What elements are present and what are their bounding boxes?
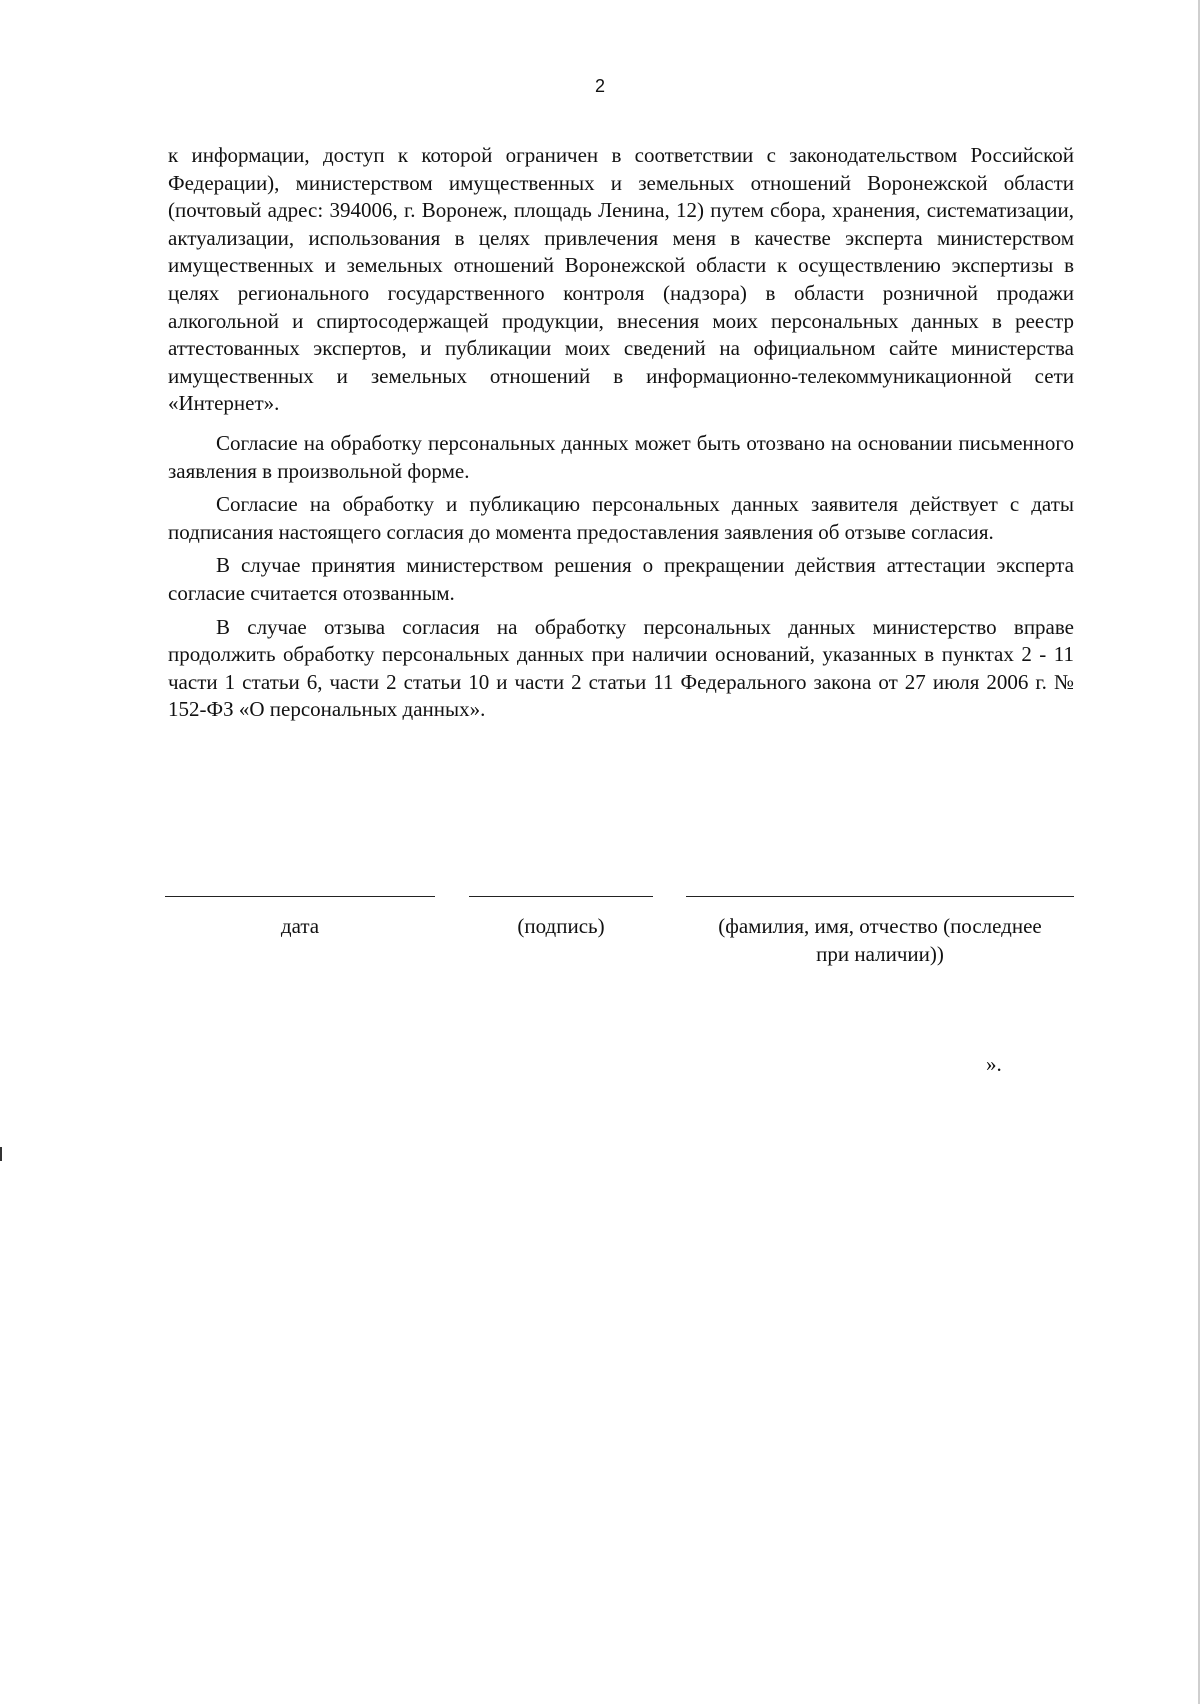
closing-quote-mark: ».	[986, 1052, 1002, 1076]
paragraph-withdrawal-right: Согласие на обработку персональных данных может быть отозвано на основании письменного заявления в произвольной форме.	[168, 430, 1074, 483]
full-name-signature-line	[686, 896, 1074, 897]
full-name-caption	[686, 912, 1074, 968]
consent-body	[168, 142, 1074, 724]
paragraph-validity-period: Согласие на обработку и публикацию персональных данных заявителя действует с даты подписания настоящего согласия до момента предоставления заявления об отзыве согласия.	[168, 492, 1074, 544]
paragraph-processing-purposes: к информации, доступ к которой ограничен в соответствии с законодательством Российской Федерации), министерством имущественных и земельных отношений Воронежской области (почтовый адрес: 394006, г. Воронеж, площадь Ленина, 12) путем сбора, хранения, систематизации, актуализации, использования в целях привлечения меня в качестве эксперта министерством имущественных и земельных отношений Воронежской области к осуществлению экспертизы в целях регионального государственного контроля (надзора) в области розничной продажи алкогольной и спиртосодержащей продукции, внесения моих персональных данных в реестр аттестованных экспертов, и публикации моих сведений на официальном сайте министерства имущественных и земельных отношений в информационно-телекоммуникационной сети «Интернет».	[168, 143, 1074, 416]
date-caption: дата	[280, 914, 320, 938]
signature-line	[469, 896, 653, 897]
paragraph-continued-processing: В случае отзыва согласия на обработку персональных данных министерство вправе продолжить обработку персональных данных при наличии оснований, указанных в пунктах 2 - 11 части 1 статьи 6, части 2 статьи 10 и части 2 статьи 11 Федерального закона от 27 июля 2006 г. № 152-ФЗ «О персональных данных».	[168, 614, 1074, 722]
page-number: 2	[594, 76, 605, 96]
date-signature-line	[165, 896, 435, 897]
scan-margin-mark	[0, 1147, 2, 1161]
signature-caption: (подпись)	[517, 914, 605, 938]
full-name-caption-line-1: (фамилия, имя, отчество (последнее	[718, 914, 1042, 938]
full-name-caption-line-2: при наличии))	[816, 942, 944, 966]
paragraph-attestation-termination: В случае принятия министерством решения о прекращении действия аттестации эксперта согласие считается отозванным.	[168, 553, 1074, 605]
